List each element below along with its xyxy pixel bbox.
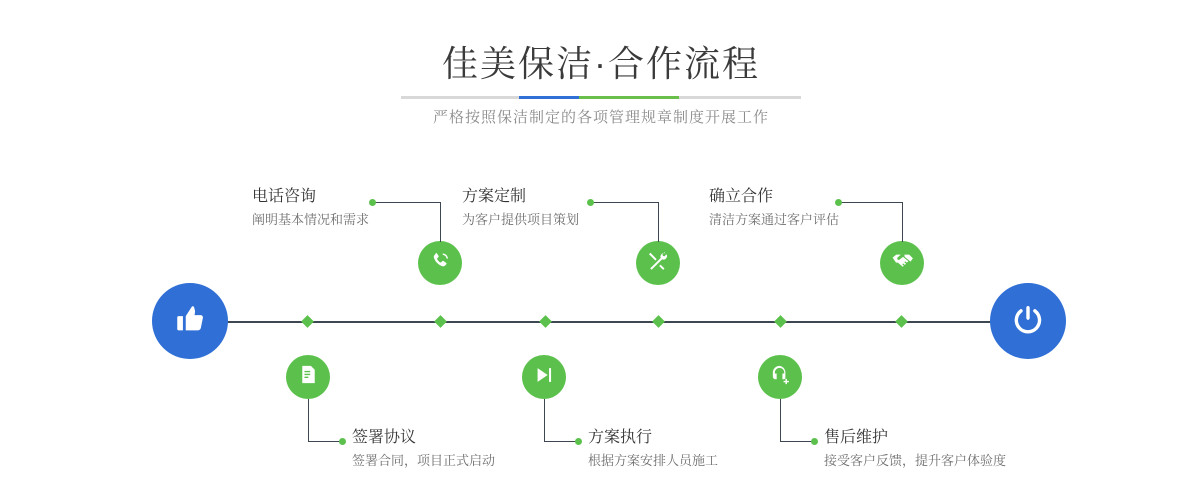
step-desc-6: 接受客户反馈，提升客户体验度 [824,453,1007,468]
step-dot-3 [587,199,594,206]
tools-icon [646,249,670,278]
step-node-5[interactable] [880,241,924,285]
step-connector-6 [780,399,781,441]
step-node-6[interactable] [758,355,802,399]
axis-marker [652,315,665,328]
step-desc-2: 签署合同，项目正式启动 [352,453,496,468]
axis-marker [301,315,314,328]
divider-accent-blue [519,96,579,99]
axis-marker [539,315,552,328]
step-dot-4 [575,438,582,445]
handshake-icon [890,248,915,278]
axis-marker [895,315,908,328]
divider-accent-green [579,96,679,99]
step-connector-3 [590,202,658,203]
step-node-2[interactable] [286,355,330,399]
step-label-2 [352,428,495,471]
step-connector-5 [902,202,903,242]
power-icon [1011,302,1045,341]
end-node [990,283,1066,359]
step-title-6: 售后维护 [824,429,889,446]
axis-marker [434,315,447,328]
step-label-3 [462,187,579,230]
page-subtitle: 严格按照保洁制定的各项管理规章制度开展工作 [432,109,769,126]
step-desc-3: 为客户提供项目策划 [462,212,580,227]
step-connector-4 [544,441,578,442]
step-connector-5 [838,202,902,203]
title-divider [401,96,801,99]
step-connector-2 [308,399,309,441]
step-label-5 [709,187,839,230]
step-title-3: 方案定制 [462,188,527,205]
step-desc-4: 根据方案安排人员施工 [588,453,719,468]
step-label-6 [824,428,1006,471]
step-title-2: 签署协议 [352,429,417,446]
step-dot-1 [369,199,376,206]
phone-call-icon [428,249,452,278]
headset-support-icon [769,363,792,391]
step-connector-1 [372,202,440,203]
step-title-1: 电话咨询 [252,188,317,205]
step-title-4: 方案执行 [588,429,653,446]
document-edit-icon [297,363,320,391]
thumbs-up-icon [173,302,207,341]
start-node [152,283,228,359]
step-desc-5: 清洁方案通过客户评估 [709,212,840,227]
step-label-4 [588,428,718,471]
step-node-4[interactable] [522,355,566,399]
step-connector-6 [780,441,814,442]
play-next-icon [533,364,555,391]
step-dot-2 [339,438,346,445]
step-title-5: 确立合作 [709,188,774,205]
step-label-1 [252,187,369,230]
step-connector-3 [658,202,659,242]
step-node-3[interactable] [636,241,680,285]
step-dot-6 [811,438,818,445]
step-connector-2 [308,441,342,442]
page-title: 佳美保洁·合作流程 [442,43,760,84]
step-desc-1: 阐明基本情况和需求 [252,212,370,227]
step-connector-4 [544,399,545,441]
axis-marker [774,315,787,328]
step-connector-1 [440,202,441,242]
step-node-1[interactable] [418,241,462,285]
